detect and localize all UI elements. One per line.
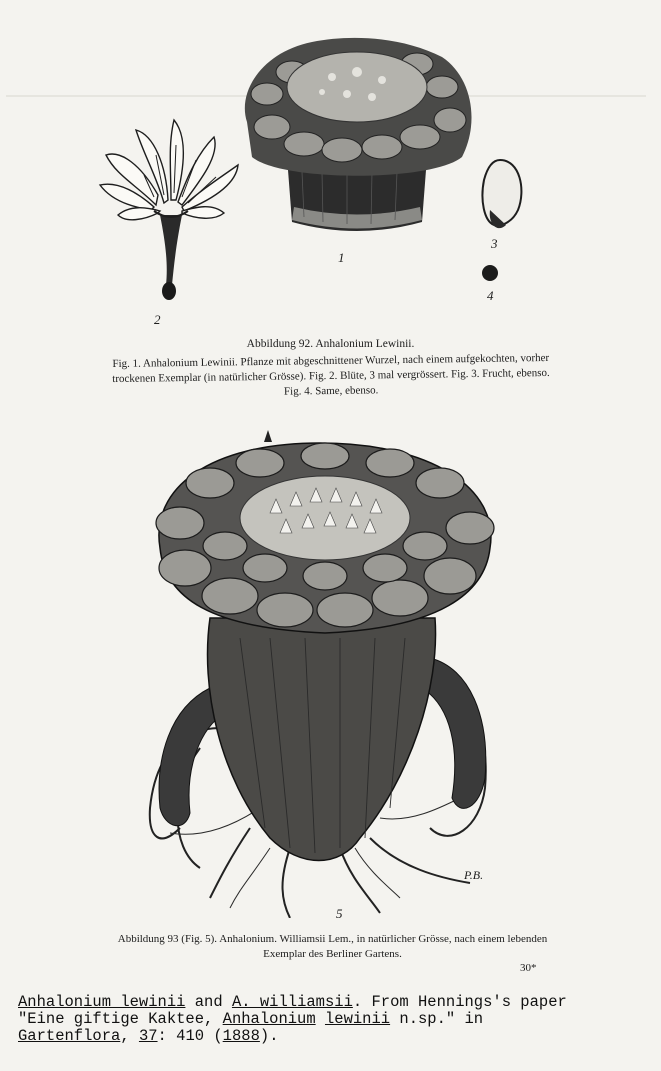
figure-92-caption-line-1: Fig. 1. Anhalonium Lewinii. Pflanze mit abgeschnittener Wurzel, nach einem aufgekochten, vorher bbox=[112, 351, 550, 371]
source-note-line-3 bbox=[18, 1028, 648, 1045]
paper-title-end: n.sp." in bbox=[390, 1010, 484, 1028]
figure-4-label: 4 bbox=[487, 288, 494, 303]
paper-title-genus: Anhalonium bbox=[222, 1010, 316, 1028]
journal-comma: , bbox=[120, 1027, 139, 1045]
typed-source-note bbox=[18, 994, 648, 1045]
figure-5-williamsii-illustration bbox=[140, 428, 510, 918]
figure-3-label: 3 bbox=[491, 236, 498, 251]
figure-93-caption-line-2: Exemplar des Berliner Gartens. bbox=[263, 948, 402, 960]
source-note-and: and bbox=[185, 993, 232, 1011]
figure-5-label: 5 bbox=[336, 906, 343, 921]
figure-92-caption-title: Abbildung 92. Anhalonium Lewinii. bbox=[246, 338, 415, 350]
paper-title-start: "Eine giftige Kaktee, bbox=[18, 1010, 223, 1028]
figure-2-label: 2 bbox=[154, 312, 161, 327]
page-number: 30* bbox=[520, 962, 537, 974]
figure-92-caption-text bbox=[16, 350, 647, 404]
figure-93-caption-text bbox=[20, 932, 645, 962]
journal-pages: : 410 ( bbox=[157, 1027, 223, 1045]
journal-name: Gartenflora bbox=[18, 1027, 121, 1045]
figure-4-seed-illustration bbox=[480, 262, 500, 284]
source-note-line-2 bbox=[18, 1011, 648, 1028]
figure-1-cactus-illustration bbox=[232, 32, 482, 242]
journal-volume: 37 bbox=[138, 1027, 158, 1045]
species-lewinii-name: Anhalonium lewinii bbox=[18, 993, 186, 1011]
source-note-line-1 bbox=[18, 994, 648, 1011]
figure-3-fruit-illustration bbox=[470, 155, 530, 235]
source-note-line-1-tail: . From Hennings's paper bbox=[352, 993, 567, 1011]
species-williamsii-name: A. williamsii bbox=[231, 993, 353, 1011]
paper-title-species: lewinii bbox=[324, 1010, 391, 1028]
figure-1-label: 1 bbox=[338, 250, 345, 265]
figure-93-caption-line-1: Abbildung 93 (Fig. 5). Anhalonium. Williamsii Lem., in natürlicher Grösse, nach einem lebenden bbox=[117, 933, 548, 945]
artist-initials: P.B. bbox=[464, 868, 484, 882]
figure-92-caption-line-3: Fig. 4. Same, ebenso. bbox=[283, 384, 379, 398]
journal-year: 1888 bbox=[222, 1027, 260, 1045]
figure-92-caption-line-2: trockenen Exemplar (in natürlicher Grösse). Fig. 2. Blüte, 3 mal vergrössert. Fig. 3. Frucht, ebenso. bbox=[112, 366, 550, 386]
journal-end: ). bbox=[259, 1027, 279, 1045]
figure-2-flower-illustration bbox=[96, 115, 246, 310]
